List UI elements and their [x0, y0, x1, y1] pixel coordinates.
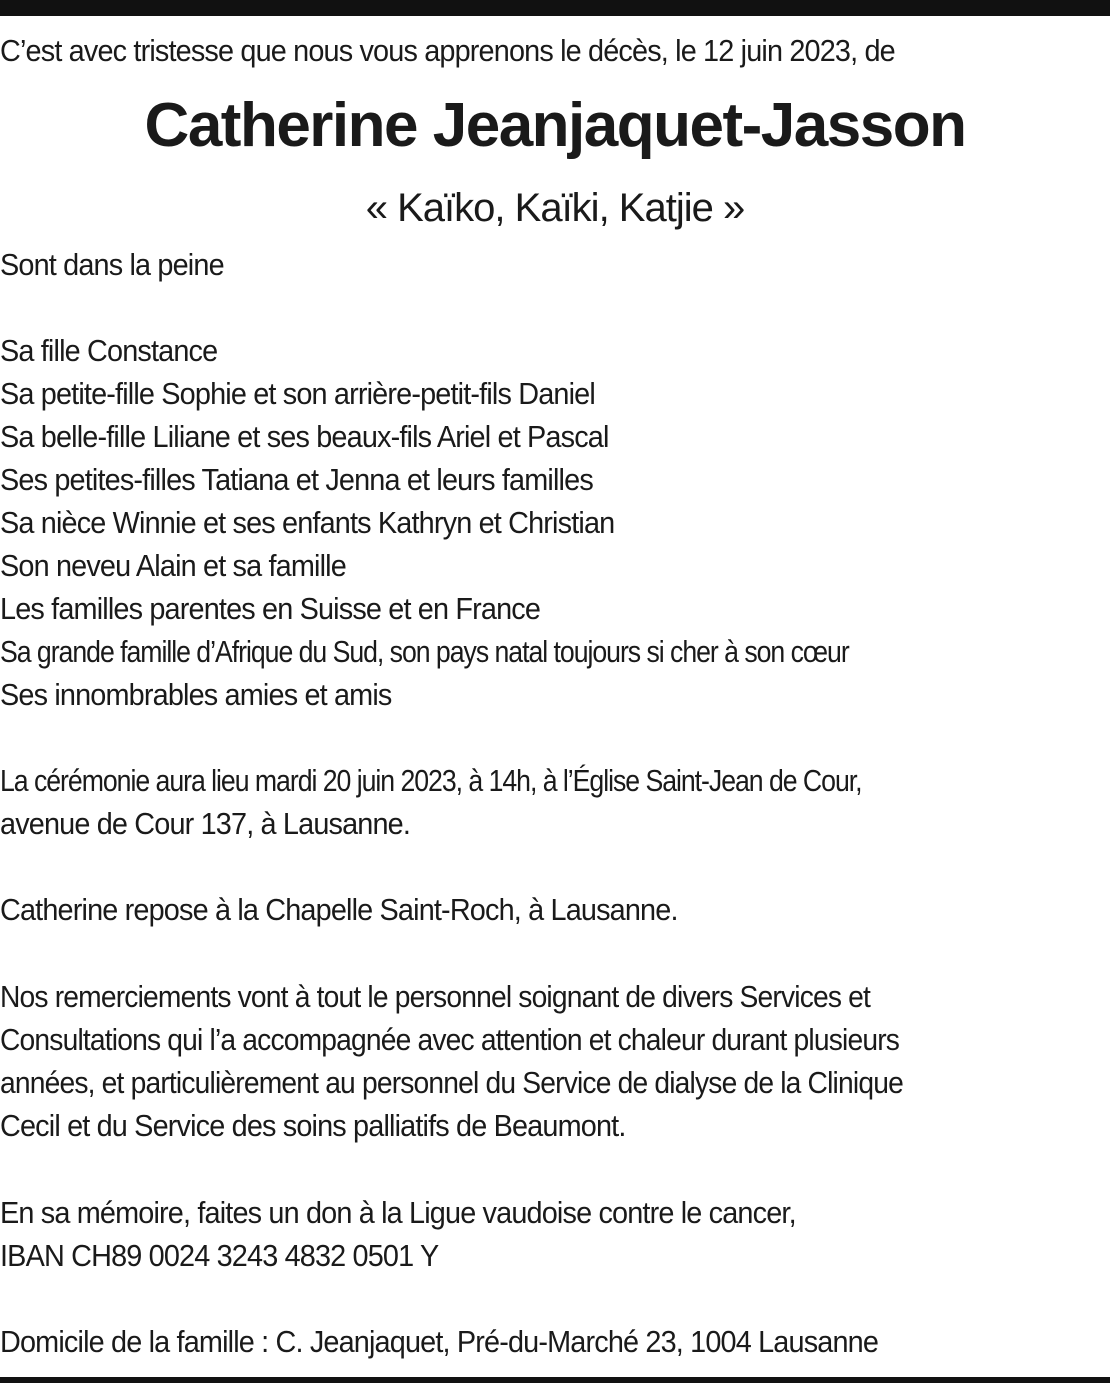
mourner-line: Sa grande famille d’Afrique du Sud, son pays natal toujours si cher à son cœur: [0, 634, 849, 669]
intro-text: C’est avec tristesse que nous vous apprenons le décès, le 12 juin 2023, de: [0, 33, 895, 68]
domicile-text: Domicile de la famille : C. Jeanjaquet, Pré-du-Marché 23, 1004 Lausanne: [0, 1324, 879, 1359]
repose-text: Catherine repose à la Chapelle Saint-Roch, à Lausanne.: [0, 892, 678, 927]
thanks-line: années, et particulièrement au personnel du Service de dialyse de la Clinique: [0, 1065, 903, 1100]
mourner-line: Sa nièce Winnie et ses enfants Kathryn et Christian: [0, 505, 615, 540]
ceremony-line: avenue de Cour 137, à Lausanne.: [0, 806, 411, 841]
mourner-line: Ses petites-filles Tatiana et Jenna et leurs familles: [0, 462, 593, 497]
thanks-line: Consultations qui l’a accompagnée avec attention et chaleur durant plusieurs: [0, 1022, 900, 1057]
nicknames: « Kaïko, Kaïki, Katjie »: [365, 186, 745, 230]
mourner-line: Sa belle-fille Liliane et ses beaux-fils Ariel et Pascal: [0, 419, 609, 454]
deceased-name: Catherine Jeanjaquet-Jasson: [144, 91, 966, 160]
donation-line: En sa mémoire, faites un don à la Ligue vaudoise contre le cancer,: [0, 1195, 796, 1230]
mourner-line: Ses innombrables amies et amis: [0, 677, 392, 712]
mourner-line: Son neveu Alain et sa famille: [0, 548, 346, 583]
mourner-line: Les familles parentes en Suisse et en France: [0, 591, 541, 626]
iban-line: IBAN CH89 0024 3243 4832 0501 Y: [0, 1238, 439, 1273]
thanks-line: Cecil et du Service des soins palliatifs de Beaumont.: [0, 1108, 626, 1143]
ceremony-line: La cérémonie aura lieu mardi 20 juin 2023, à 14h, à l’Église Saint-Jean de Cour,: [0, 763, 862, 798]
top-rule: [0, 0, 1110, 16]
mourner-line: Sa petite-fille Sophie et son arrière-petit-fils Daniel: [0, 376, 595, 411]
thanks-line: Nos remerciements vont à tout le personnel soignant de divers Services et: [0, 979, 871, 1014]
mourner-line: Sa fille Constance: [0, 333, 218, 368]
bottom-rule: [0, 1377, 1110, 1383]
grieving-heading: Sont dans la peine: [0, 247, 224, 282]
